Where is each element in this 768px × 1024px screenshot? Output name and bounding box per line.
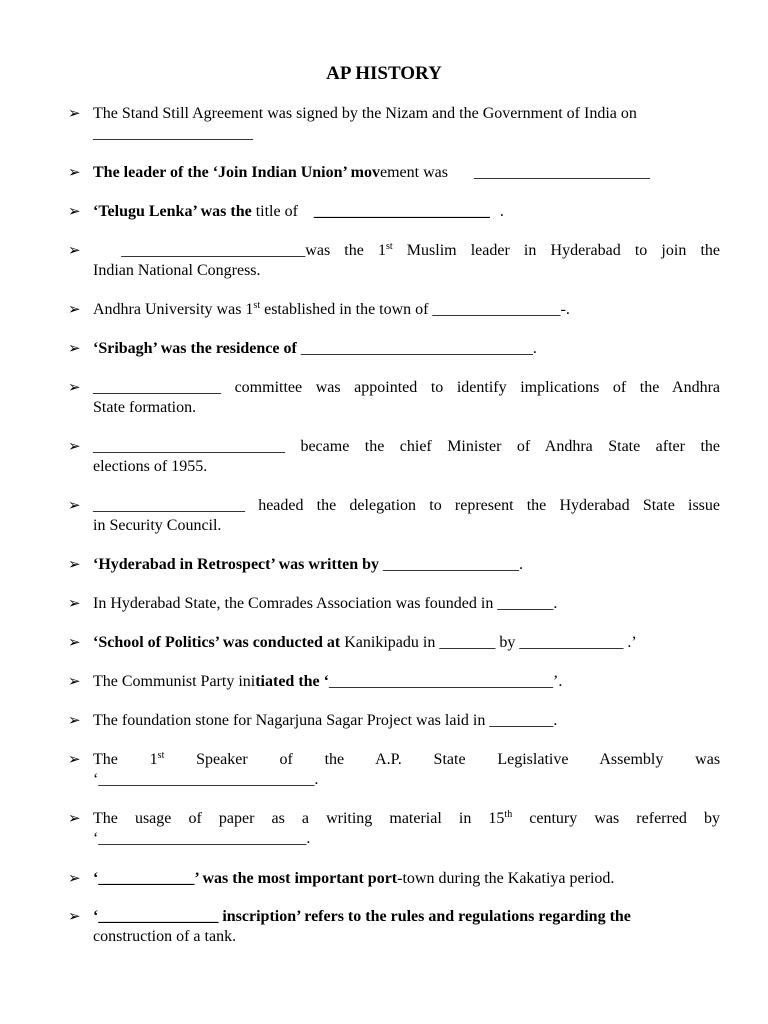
question-11: [93, 594, 720, 614]
superscript: th: [504, 809, 513, 820]
question-6: [93, 339, 720, 359]
question-18-bold-text: ‘_______________ inscription’ refers to the rules and regulations regarding the: [93, 908, 631, 925]
q15-word: Assembly: [599, 751, 664, 768]
q15-word: Speaker: [164, 751, 248, 768]
question-11-text: In Hyderabad State, the Comrades Association was founded in _______.: [93, 595, 558, 612]
question-4-text-end: Indian National Congress.: [93, 262, 261, 279]
question-7-line-2: [93, 398, 720, 418]
question-8-line-2: [93, 457, 720, 477]
bullet-arrow-icon: ➢: [68, 811, 81, 827]
question-4: [93, 241, 720, 261]
question-17-text: -town during the Kakatiya period.: [397, 870, 615, 887]
question-9-text: ___________________ headed the delegation to represent the Hyderabad State issue: [93, 497, 720, 514]
bullet-arrow-icon: ➢: [68, 243, 81, 259]
q15-word: was: [695, 751, 721, 768]
bullet-arrow-icon: ➢: [68, 341, 81, 357]
q15-word: State: [433, 751, 466, 768]
answer-blank: ______________________: [313, 203, 490, 220]
answer-blank: _________________.: [379, 556, 524, 573]
question-18-line-2: [93, 927, 720, 947]
superscript: st: [157, 750, 165, 761]
question-13: [93, 672, 720, 692]
question-17-bold-text: ‘____________’ was the most important port: [93, 870, 398, 887]
question-5-text-cont: established in the town of ________________-.: [260, 301, 570, 318]
question-14: [93, 711, 720, 731]
bullet-arrow-icon: ➢: [68, 165, 81, 181]
bullet-arrow-icon: ➢: [68, 871, 81, 887]
question-15: [93, 750, 720, 770]
bullet-arrow-icon: ➢: [68, 557, 81, 573]
answer-blank: ____________________: [93, 125, 253, 142]
bullet-arrow-icon: ➢: [68, 752, 81, 768]
answer-blank: ______________________: [473, 164, 650, 181]
question-2: [93, 163, 720, 183]
answer-blank: ‘___________________________.: [93, 771, 319, 788]
question-2-bold-text: The leader of the ‘Join Indian Union’ mov: [93, 164, 380, 181]
question-16: [93, 809, 720, 829]
q15-word: the: [324, 751, 345, 768]
q15-word: The: [93, 751, 118, 768]
question-4-text: was the 1: [305, 242, 386, 259]
question-16-line-2: [93, 829, 720, 849]
question-3-period: .: [499, 203, 504, 220]
question-4-text-cont: Muslim leader in Hyderabad to join the: [406, 242, 720, 259]
page-title: AP HISTORY: [326, 63, 442, 84]
question-3-text: title of: [255, 203, 298, 220]
question-9: [93, 496, 720, 516]
q15-word: 1: [149, 751, 158, 768]
question-3: [93, 202, 720, 222]
q15-word: of: [279, 751, 293, 768]
question-8-text: ________________________ became the chief Minister of Andhra State after the: [93, 438, 720, 455]
question-12-text: Kanikipadu in _______ by _____________ .’: [340, 634, 637, 651]
question-9-text-end: in Security Council.: [93, 517, 222, 534]
answer-blank: ‘__________________________.: [93, 830, 311, 847]
question-3-bold-text: ‘Telugu Lenka’ was the: [93, 203, 252, 220]
question-13-text: The Communist Party ini: [93, 673, 256, 690]
question-14-text: The foundation stone for Nagarjuna Sagar Project was laid in ________.: [93, 712, 558, 729]
question-17: [93, 869, 720, 889]
superscript: st: [253, 300, 261, 311]
question-10-bold-text: ‘Hyderabad in Retrospect’ was written by: [93, 556, 380, 573]
question-15-line-2: [93, 770, 720, 790]
question-13-bold-text: tiated the ‘: [255, 673, 329, 690]
question-7: [93, 378, 720, 398]
bullet-arrow-icon: ➢: [68, 302, 81, 318]
bullet-arrow-icon: ➢: [68, 674, 81, 690]
question-4-line-2: [93, 261, 720, 281]
bullet-arrow-icon: ➢: [68, 439, 81, 455]
question-5: [93, 300, 720, 320]
question-18: [93, 907, 720, 927]
question-2-text: ement was: [380, 164, 448, 181]
bullet-arrow-icon: ➢: [68, 380, 81, 396]
question-9-line-2: [93, 516, 720, 536]
question-8: [93, 437, 720, 457]
bullet-arrow-icon: ➢: [68, 498, 81, 514]
bullet-arrow-icon: ➢: [68, 204, 81, 220]
question-1: [93, 104, 720, 144]
answer-blank: ____________________________’.: [328, 673, 563, 690]
question-7-text-end: State formation.: [93, 399, 197, 416]
bullet-arrow-icon: ➢: [68, 106, 81, 122]
question-10: [93, 555, 720, 575]
question-12-bold-text: ‘School of Politics’ was conducted at: [93, 634, 341, 651]
question-16-text: The usage of paper as a writing material in 15: [93, 810, 505, 827]
question-1-text: The Stand Still Agreement was signed by the Nizam and the Government of India on: [93, 105, 637, 122]
question-18-text-end: construction of a tank.: [93, 928, 237, 945]
bullet-arrow-icon: ➢: [68, 635, 81, 651]
question-16-text-cont: century was referred by: [512, 810, 721, 827]
question-12: [93, 633, 720, 653]
bullet-arrow-icon: ➢: [68, 713, 81, 729]
question-8-text-end: elections of 1955.: [93, 458, 208, 475]
question-7-text: ________________ committee was appointed to identify implications of the Andhra: [93, 379, 720, 396]
answer-blank: _____________________________.: [296, 340, 537, 357]
bullet-arrow-icon: ➢: [68, 596, 81, 612]
bullet-arrow-icon: ➢: [68, 909, 81, 925]
superscript: st: [385, 241, 393, 252]
answer-blank: _______________________: [121, 242, 306, 259]
q15-word: A.P.: [375, 751, 402, 768]
question-5-text: Andhra University was 1: [93, 301, 254, 318]
question-6-bold-text: ‘Sribagh’ was the residence of: [93, 340, 297, 357]
q15-word: Legislative: [497, 751, 569, 768]
